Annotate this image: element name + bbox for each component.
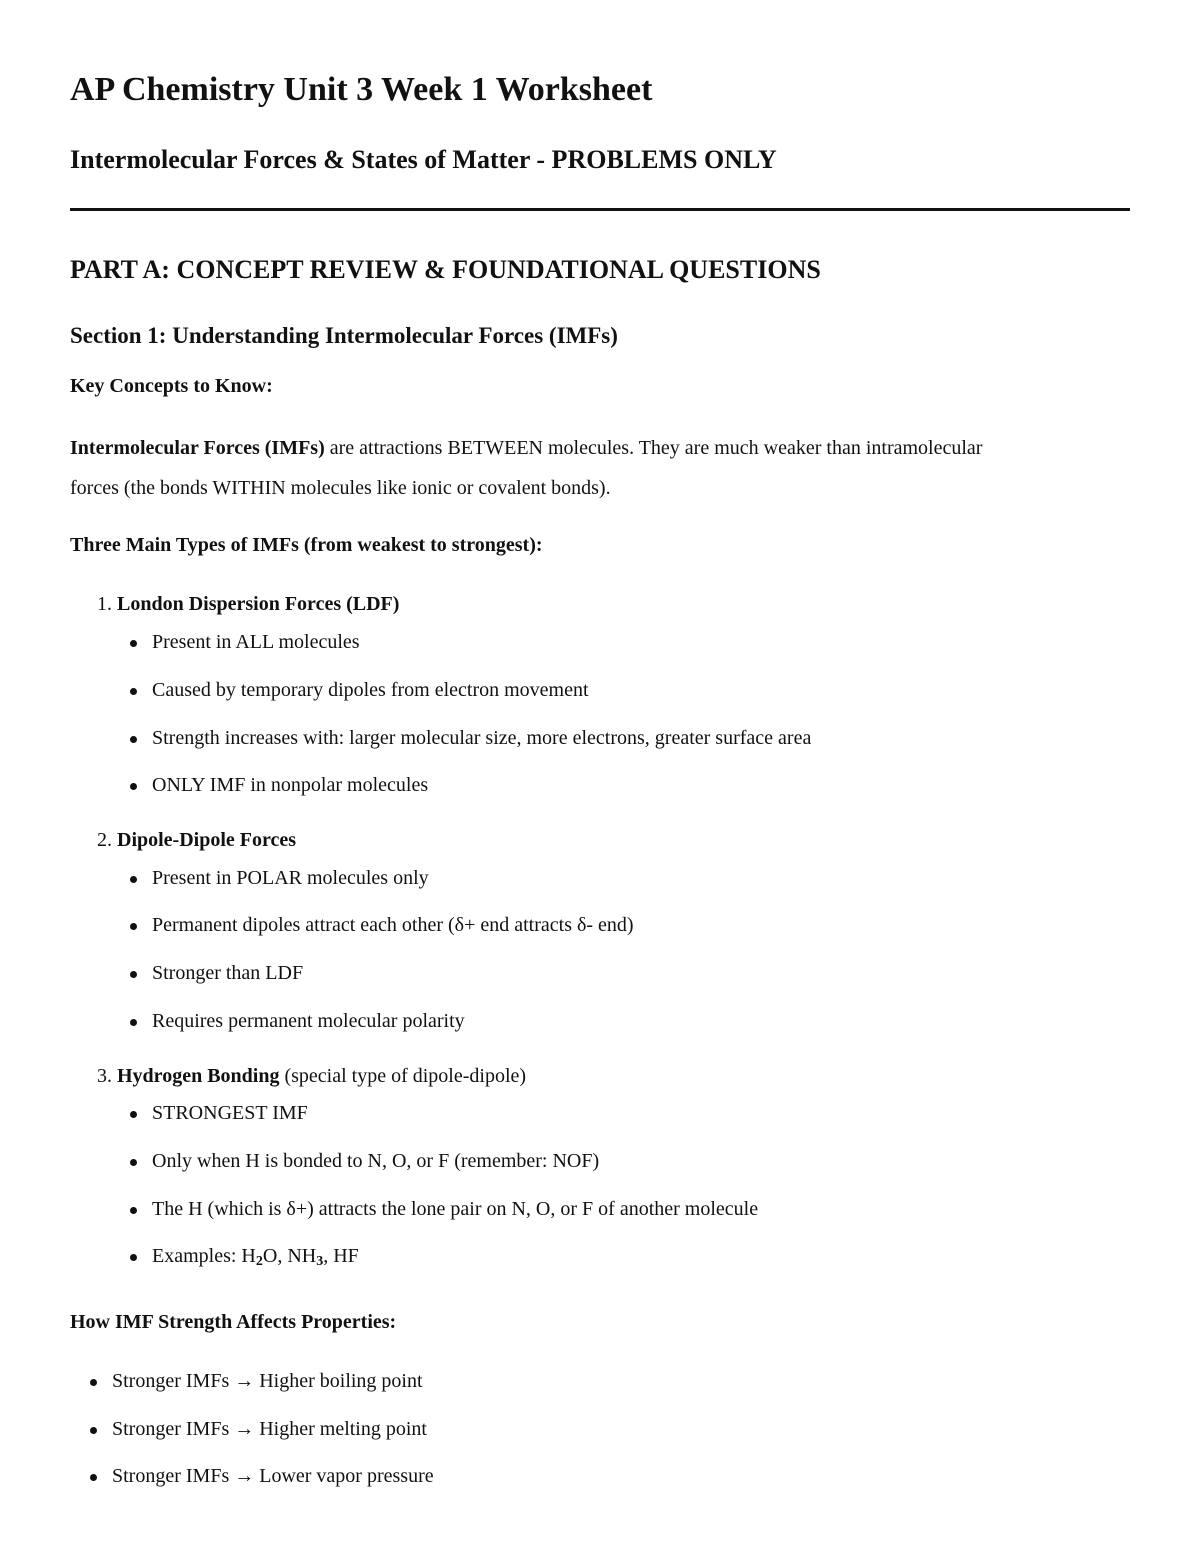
bullet-icon [130,640,137,647]
list-item: Caused by temporary dipoles from electron movement [152,675,589,705]
intro-text: are attractions BETWEEN molecules. They are much weaker than intramolecular forces (the bonds WITHIN molecules like ionic or covalent bonds). [70,437,983,499]
bullet-icon [130,783,137,790]
list-item: Present in POLAR molecules only [152,863,429,893]
list-item: Stronger IMFs → Higher melting point [112,1414,427,1444]
list-item: Present in ALL molecules [152,627,360,657]
bullet-icon [130,1207,137,1214]
bullet-icon [130,688,137,695]
bullet-icon [130,736,137,743]
bullet-icon [130,1019,137,1026]
imf-type-dipole [70,825,296,855]
imf-type-name: Dipole-Dipole Forces [117,829,297,851]
imf-type-name: London Dispersion Forces (LDF) [117,593,400,615]
intro-term: Intermolecular Forces (IMFs) [70,437,325,459]
section-1-heading: Section 1: Understanding Intermolecular Forces (IMFs) [70,323,618,348]
imf-type-name: Hydrogen Bonding [117,1065,280,1087]
bullet-icon [90,1474,97,1481]
list-item: Strength increases with: larger molecular size, more electrons, greater surface area [152,723,811,753]
imf-type-note: (special type of dipole-dipole) [279,1065,527,1087]
list-item: Stronger than LDF [152,958,303,988]
imf-type-ldf [70,589,399,619]
list-item-examples: Examples: $H_2O$, $NH_3$, HF [152,1241,359,1271]
bullet-icon [130,1254,137,1261]
bullet-icon [130,1111,137,1118]
bullet-icon [130,923,137,930]
page-subtitle: Intermolecular Forces & States of Matter - PROBLEMS ONLY [70,145,777,174]
list-item: Only when H is bonded to N, O, or F (remember: NOF) [152,1146,599,1176]
list-item: Stronger IMFs → Lower vapor pressure [112,1461,434,1491]
part-a-heading: PART A: CONCEPT REVIEW & FOUNDATIONAL QUESTIONS [70,255,821,284]
list-number: 2. [97,829,112,851]
list-item: Requires permanent molecular polarity [152,1006,465,1036]
page-title: AP Chemistry Unit 3 Week 1 Worksheet [70,71,653,108]
imf-type-hbond [70,1061,526,1091]
bullet-icon [130,1159,137,1166]
list-item: Stronger IMFs → Higher boiling point [112,1366,423,1396]
intro-paragraph [70,428,1030,508]
properties-heading: How IMF Strength Affects Properties: [70,1311,397,1333]
list-number: 3. [97,1065,112,1087]
key-concepts-label: Key Concepts to Know: [70,375,273,397]
bullet-icon [90,1379,97,1386]
bullet-icon [130,876,137,883]
list-item: The H (which is δ+) attracts the lone pair on N, O, or F of another molecule [152,1194,758,1224]
imf-types-heading: Three Main Types of IMFs (from weakest to strongest): [70,534,543,556]
bullet-icon [130,971,137,978]
horizontal-divider [70,208,1130,211]
list-number: 1. [97,593,112,615]
list-item: Permanent dipoles attract each other (δ+ end attracts δ- end) [152,910,634,940]
list-item: ONLY IMF in nonpolar molecules [152,770,428,800]
bullet-icon [90,1427,97,1434]
list-item: STRONGEST IMF [152,1098,308,1128]
